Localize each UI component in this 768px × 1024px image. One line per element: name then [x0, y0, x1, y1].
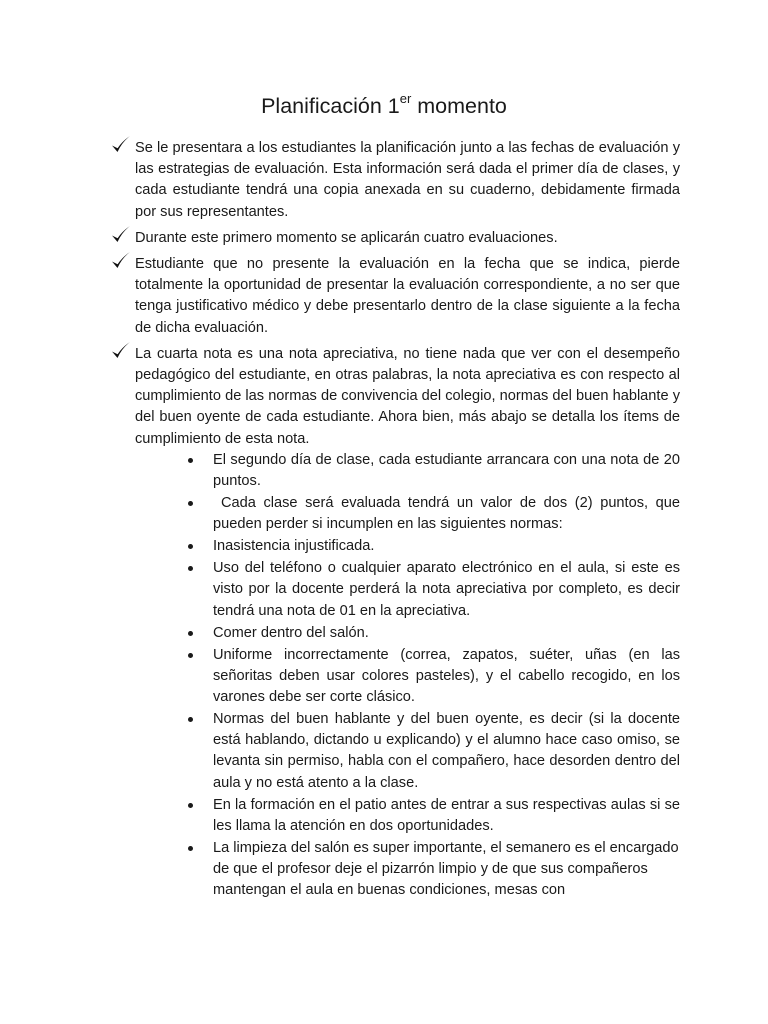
bullet-icon — [188, 501, 193, 506]
checklist-text: La cuarta nota es una nota apreciativa, no tiene nada que ver con el desempeño pedagógico del estudiante, en otras palabras, la nota apreciativa es con respecto al cumplimiento de las normas de convivencia del colegio, normas del buen hablante y del buen oyente de cada estudiante. Ahora bien, más abajo se detalla los ítems de cumplimiento de esta nota. — [135, 345, 680, 447]
bullet-text: En la formación en el patio antes de entrar a sus respectivas aulas si se les llama la atención en dos oportunidades. — [213, 796, 680, 834]
checklist-text: Estudiante que no presente la evaluación en la fecha que se indica, pierde totalmente la oportunidad de presentar la evaluación correspondiente, a no ser que tenga justificativo médico y debe presentarlo dentro de la clase siguiente a la fecha de dicha evaluación. — [135, 256, 680, 336]
bullet-list — [188, 450, 680, 902]
title-main: Planificación 1 — [261, 94, 400, 118]
bullet-item — [188, 709, 680, 794]
checklist-item — [110, 254, 680, 339]
bullet-item — [188, 493, 680, 535]
checklist-item — [110, 344, 680, 902]
bullet-icon — [188, 717, 193, 722]
bullet-item — [188, 558, 680, 622]
check-icon — [110, 135, 132, 155]
bullet-icon — [188, 846, 193, 851]
page-title — [0, 92, 768, 120]
checklist-item — [110, 138, 680, 223]
bullet-icon — [188, 544, 193, 549]
checklist-item — [110, 228, 680, 249]
bullet-text: El segundo día de clase, cada estudiante arrancara con una nota de 20 puntos. — [213, 451, 680, 490]
bullet-item — [188, 645, 680, 709]
bullet-text: Uniforme incorrectamente (correa, zapatos, suéter, uñas (en las señoritas deben usar colores pasteles), y el cabello recogido, en los varones debe ser corte clásico. — [213, 646, 680, 706]
bullet-item — [188, 623, 680, 644]
bullet-item — [188, 838, 680, 902]
checklist-text: Se le presentara a los estudiantes la planificación junto a las fechas de evaluación y las estrategias de evaluación. Esta información será dada el primer día de clases, y cada estudiante tendrá una copia anexada en su cuaderno, debidamente firmada por sus representantes. — [135, 140, 680, 220]
bullet-text: La limpieza del salón es super importante, el semanero es el encargado de que el profesor deje el pizarrón limpio y de que sus compañeros mantengan el aula en buenas condiciones, mesas con — [213, 839, 679, 899]
checklist-text: Durante este primero momento se aplicarán cuatro evaluaciones. — [135, 229, 558, 246]
bullet-icon — [188, 566, 193, 571]
title-superscript: er — [399, 90, 412, 106]
bullet-icon — [188, 631, 193, 636]
bullet-text: Comer dentro del salón. — [213, 624, 369, 641]
checklist — [110, 138, 680, 906]
bullet-icon — [188, 653, 193, 658]
bullet-item — [188, 795, 680, 837]
bullet-item — [188, 450, 680, 492]
bullet-text: Uso del teléfono o cualquier aparato electrónico en el aula, si este es visto por la docente perderá la nota apreciativa por completo, es decir tendrá una nota de 01 en la apreciativa. — [213, 560, 680, 619]
bullet-text: Inasistencia injustificada. — [213, 538, 375, 555]
bullet-item — [188, 536, 680, 557]
bullet-text: Normas del buen hablante y del buen oyente, es decir (si la docente está hablando, dictando u explicando) y el alumno hace caso omiso, se levanta sin permiso, habla con el compañero, hace desorden dentro del aula y no está atento a la clase. — [213, 711, 680, 791]
check-icon — [110, 251, 132, 271]
bullet-text: Cada clase será evaluada tendrá un valor de dos (2) puntos, que pueden perder si incumplen en las siguientes normas: — [213, 495, 680, 533]
check-icon — [110, 225, 132, 245]
bullet-icon — [188, 458, 193, 463]
title-end: momento — [411, 94, 507, 118]
check-icon — [110, 341, 132, 361]
bullet-icon — [188, 803, 193, 808]
